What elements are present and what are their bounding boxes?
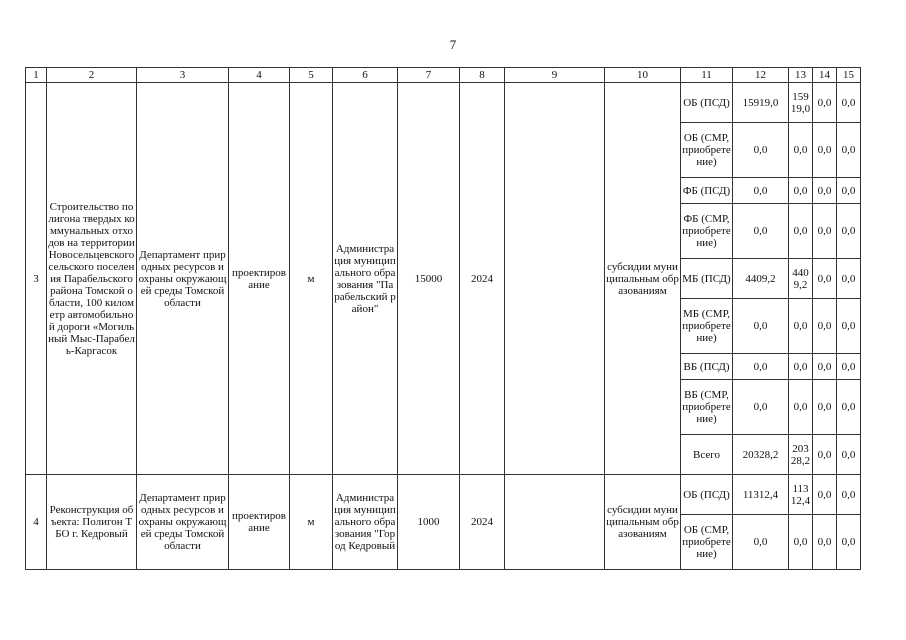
table-row	[26, 475, 861, 515]
header-cell: 1	[26, 68, 47, 83]
amount-year-3: 0,0	[837, 123, 861, 178]
amount-year-1: 0,0	[789, 123, 813, 178]
table-row	[26, 83, 861, 123]
object-name: Строительство полигона твердых коммунальных отходов на территории Новосельцевского сельского поселения Парабельского района Томской области, 100 километр автомобильной дороги «Могильный Мыс-Парабель-Каргасок	[47, 83, 137, 475]
funding-source: МБ (ПСД)	[681, 259, 733, 299]
page-number: 7	[449, 37, 457, 52]
funding-source: ВБ (СМР, приобретение)	[681, 380, 733, 435]
header-cell: 7	[398, 68, 460, 83]
amount-total: 20328,2	[733, 435, 789, 475]
amount-year-3: 0,0	[837, 259, 861, 299]
funding-source: МБ (СМР, приобретение)	[681, 299, 733, 354]
funding-form: субсидии муниципальным образованиям	[605, 83, 681, 475]
capacity: 1000	[398, 475, 460, 570]
amount-year-3: 0,0	[837, 515, 861, 570]
amount-year-3: 0,0	[837, 299, 861, 354]
amount-year-3: 0,0	[837, 204, 861, 259]
amount-year-2: 0,0	[813, 259, 837, 299]
amount-year-1: 0,0	[789, 354, 813, 380]
row-number: 4	[26, 475, 47, 570]
unit: м	[290, 475, 333, 570]
budget-table	[25, 67, 861, 570]
year: 2024	[460, 475, 505, 570]
header-cell: 9	[505, 68, 605, 83]
amount-year-2: 0,0	[813, 515, 837, 570]
amount-year-2: 0,0	[813, 380, 837, 435]
amount-year-2: 0,0	[813, 475, 837, 515]
amount-year-1: 0,0	[789, 380, 813, 435]
stage: проектирование	[229, 475, 290, 570]
header-cell: 13	[789, 68, 813, 83]
stage: проектирование	[229, 83, 290, 475]
funding-source: Всего	[681, 435, 733, 475]
amount-year-3: 0,0	[837, 354, 861, 380]
amount-total: 15919,0	[733, 83, 789, 123]
amount-year-1: 0,0	[789, 178, 813, 204]
column-9	[505, 83, 605, 475]
amount-year-1: 0,0	[789, 299, 813, 354]
amount-total: 0,0	[733, 299, 789, 354]
year: 2024	[460, 83, 505, 475]
header-cell: 6	[333, 68, 398, 83]
header-cell: 2	[47, 68, 137, 83]
amount-year-1: 20328,2	[789, 435, 813, 475]
amount-total: 0,0	[733, 380, 789, 435]
amount-total: 0,0	[733, 354, 789, 380]
header-cell: 10	[605, 68, 681, 83]
amount-year-1: 0,0	[789, 515, 813, 570]
amount-year-1: 15919,0	[789, 83, 813, 123]
amount-total: 11312,4	[733, 475, 789, 515]
funding-source: ФБ (ПСД)	[681, 178, 733, 204]
header-cell: 11	[681, 68, 733, 83]
amount-year-2: 0,0	[813, 435, 837, 475]
amount-year-3: 0,0	[837, 435, 861, 475]
amount-year-1: 11312,4	[789, 475, 813, 515]
amount-year-3: 0,0	[837, 380, 861, 435]
header-cell: 12	[733, 68, 789, 83]
funding-source: ВБ (ПСД)	[681, 354, 733, 380]
amount-total: 4409,2	[733, 259, 789, 299]
object-name: Реконструкция объекта: Полигон ТБО г. Кедровый	[47, 475, 137, 570]
column-9	[505, 475, 605, 570]
amount-total: 0,0	[733, 515, 789, 570]
row-number: 3	[26, 83, 47, 475]
funding-form: субсидии муниципальным образованиям	[605, 475, 681, 570]
amount-year-1: 4409,2	[789, 259, 813, 299]
funding-source: ОБ (ПСД)	[681, 83, 733, 123]
header-cell: 3	[137, 68, 229, 83]
amount-total: 0,0	[733, 178, 789, 204]
amount-year-3: 0,0	[837, 475, 861, 515]
department: Департамент природных ресурсов и охраны окружающей среды Томской области	[137, 475, 229, 570]
header-cell: 15	[837, 68, 861, 83]
header-cell: 4	[229, 68, 290, 83]
municipality: Администрация муниципального образования "Парабельский район"	[333, 83, 398, 475]
funding-source: ОБ (СМР, приобретение)	[681, 123, 733, 178]
header-row	[26, 68, 861, 83]
capacity: 15000	[398, 83, 460, 475]
department: Департамент природных ресурсов и охраны окружающей среды Томской области	[137, 83, 229, 475]
amount-year-2: 0,0	[813, 354, 837, 380]
municipality: Администрация муниципального образования "Город Кедровый	[333, 475, 398, 570]
funding-source: ОБ (ПСД)	[681, 475, 733, 515]
funding-source: ОБ (СМР, приобретение)	[681, 515, 733, 570]
amount-year-3: 0,0	[837, 83, 861, 123]
header-cell: 5	[290, 68, 333, 83]
amount-year-2: 0,0	[813, 83, 837, 123]
amount-year-3: 0,0	[837, 178, 861, 204]
amount-year-2: 0,0	[813, 299, 837, 354]
unit: м	[290, 83, 333, 475]
amount-year-1: 0,0	[789, 204, 813, 259]
amount-year-2: 0,0	[813, 123, 837, 178]
header-cell: 8	[460, 68, 505, 83]
amount-year-2: 0,0	[813, 204, 837, 259]
amount-year-2: 0,0	[813, 178, 837, 204]
funding-source: ФБ (СМР, приобретение)	[681, 204, 733, 259]
header-cell: 14	[813, 68, 837, 83]
amount-total: 0,0	[733, 204, 789, 259]
amount-total: 0,0	[733, 123, 789, 178]
